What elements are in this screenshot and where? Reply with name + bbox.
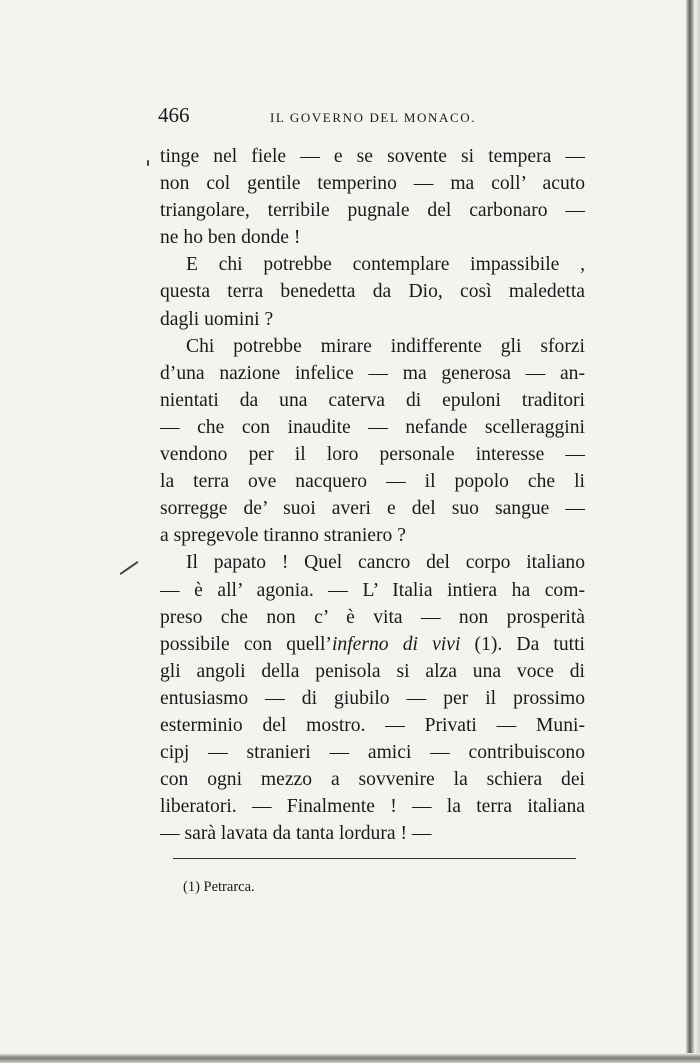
text-line: a spregevole tiranno straniero ?	[160, 525, 406, 547]
text-line: nientati da una caterva di epuloni traditori	[160, 389, 585, 411]
page-number: 466	[158, 103, 190, 127]
text-line: d’una nazione infelice — ma generosa — an-	[160, 362, 585, 384]
text-line: ne ho ben donde !	[160, 227, 301, 249]
italic-segment: inferno di vivi	[331, 633, 461, 655]
margin-ink-mark	[119, 561, 138, 575]
text-line: triangolare, terribile pugnale del carbonaro —	[160, 200, 585, 222]
text-line: liberatori. — Finalmente ! — la terra italiana	[160, 796, 585, 818]
text-line: E chi potrebbe contemplare impassibile ,	[186, 254, 585, 276]
text-line: dagli uomini ?	[160, 308, 274, 330]
text-line: questa terra benedetta da Dio, così maledetta	[160, 281, 585, 303]
footnote: (1) Petrarca.	[183, 879, 255, 895]
running-title: IL GOVERNO DEL MONACO.	[270, 110, 477, 125]
text-line: gli angoli della penisola si alza una voce di	[160, 660, 585, 682]
body-text	[160, 143, 585, 847]
text-line: la terra ove nacquero — il popolo che li	[160, 471, 585, 493]
page-edge-shadow-bottom	[0, 1053, 700, 1063]
text-line: tinge nel fiele — e se sovente si tempera —	[160, 146, 585, 167]
text-line: non col gentile temperino — ma coll’ acuto	[160, 173, 585, 195]
margin-ink-mark	[147, 160, 149, 166]
text-line: Chi potrebbe mirare indifferente gli sforzi	[186, 335, 585, 357]
text-segment: (1). Da tutti	[460, 633, 585, 655]
text-line: entusiasmo — di giubilo — per il prossimo	[160, 687, 585, 709]
text-line: — è all’ agonia. — L’ Italia intiera ha com-	[160, 579, 585, 601]
text-line: cipj — stranieri — amici — contribuiscono	[160, 742, 585, 764]
text-line: vendono per il loro personale interesse —	[160, 444, 585, 466]
footnote-rule	[173, 858, 576, 859]
text-line: — sarà lavata da tanta lordura ! —	[160, 823, 432, 845]
text-segment: possibile con quell’	[160, 633, 332, 655]
text-line: esterminio del mostro. — Privati — Muni-	[160, 714, 585, 736]
text-line	[160, 631, 585, 658]
text-line: Il papato ! Quel cancro del corpo italiano	[186, 552, 585, 574]
page-edge-shadow-right	[686, 0, 700, 1063]
text-line: sorregge de’ suoi averi e del suo sangue —	[160, 498, 585, 520]
text-line: con ogni mezzo a sovvenire la schiera dei	[160, 769, 585, 791]
text-line: — che con inaudite — nefande scelleraggini	[160, 416, 585, 438]
page-header	[158, 103, 588, 131]
text-line: preso che non c’ è vita — non prosperità	[160, 606, 585, 628]
